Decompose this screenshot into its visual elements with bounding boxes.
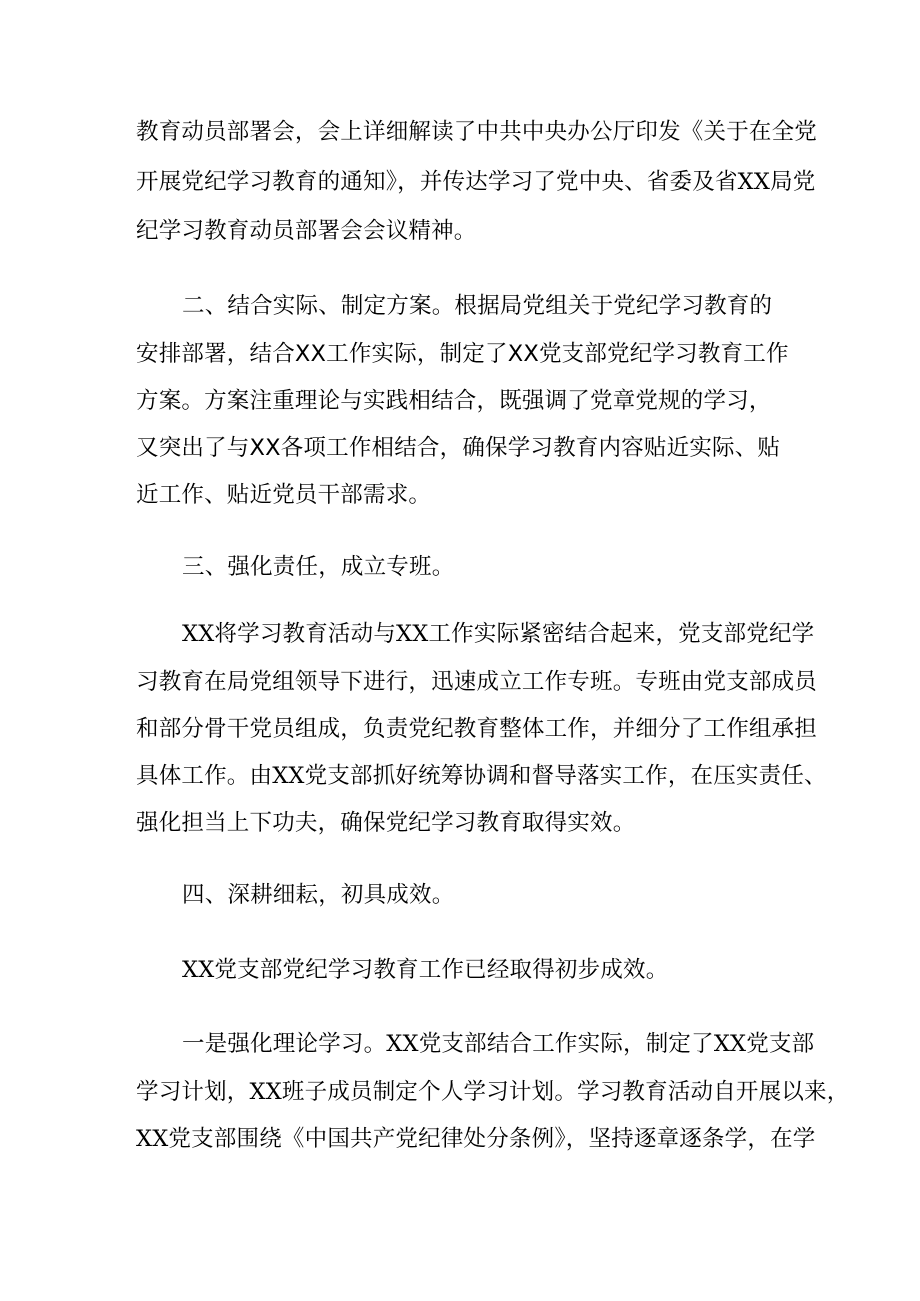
para1-line-2: 开展党纪学习教育的通知》，并传达学习了党中央、省委及省XX局党 [136, 169, 816, 195]
para1-line-3: 纪学习教育动员部署会会议精神。 [136, 218, 477, 244]
section4-heading: 四、深耕细耘，初具成效。 [182, 882, 455, 908]
section4-line-2: 学习计划，XX班子成员制定个人学习计划。学习教育活动自开展以来， [136, 1079, 850, 1105]
section4-line-3: XX党支部围绕《中国共产党纪律处分条例》，坚持逐章逐条学，在学 [136, 1126, 816, 1152]
section3-line-3: 和部分骨干党员组成，负责党纪教育整体工作，并细分了工作组承担 [136, 716, 818, 742]
section2-line-2: 安排部署，结合XX工作实际，制定了XX党支部党纪学习教育工作 [136, 341, 789, 367]
section2-line-1: 二、结合实际、制定方案。根据局党组关于党纪学习教育的 [182, 293, 773, 319]
section2-line-4: 又突出了与XX各项工作相结合，确保学习教育内容贴近实际、贴 [136, 435, 781, 461]
section3-line-2: 习教育在局党组领导下进行，迅速成立工作专班。专班由党支部成员 [136, 669, 818, 695]
section3-line-4: 具体工作。由XX党支部抓好统筹协调和督导落实工作，在压实责任、 [136, 763, 827, 789]
section4-intro: XX党支部党纪学习教育工作已经取得初步成效。 [182, 957, 669, 983]
para1-line-1: 教育动员部署会，会上详细解读了中共中央办公厅印发《关于在全党 [136, 119, 818, 145]
section2-line-5: 近工作、贴近党员干部需求。 [136, 482, 432, 508]
section2-line-3: 方案。方案注重理论与实践相结合，既强调了党章党规的学习， [136, 388, 772, 414]
section3-heading: 三、强化责任，成立专班。 [182, 554, 455, 580]
section3-line-1: XX将学习教育活动与XX工作实际紧密结合起来，党支部党纪学 [182, 621, 815, 647]
section4-line-1: 一是强化理论学习。XX党支部结合工作实际，制定了XX党支部 [182, 1031, 815, 1057]
section3-line-5: 强化担当上下功夫，确保党纪学习教育取得实效。 [136, 810, 636, 836]
